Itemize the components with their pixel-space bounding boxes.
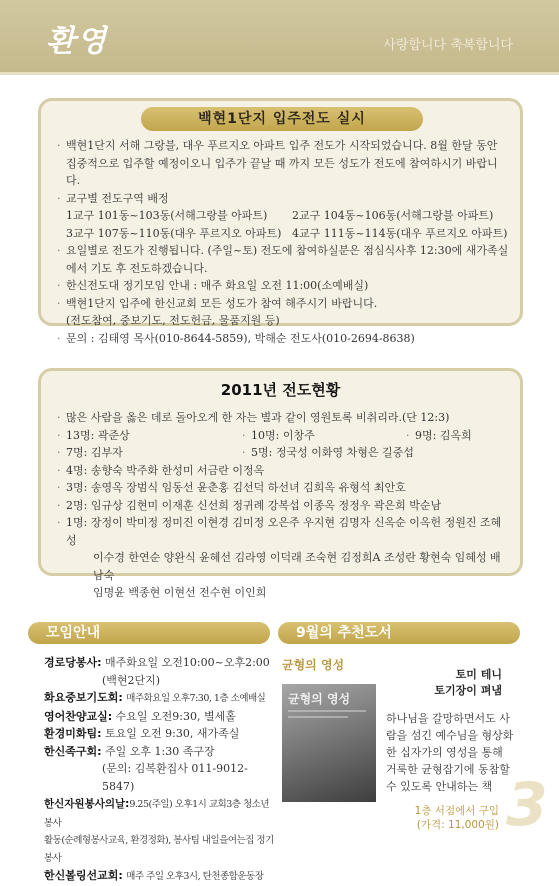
cover-line bbox=[288, 716, 348, 718]
meeting-item bbox=[44, 795, 280, 832]
status-line: · 1명: 장정이 박미정 정미진 이현경 김미정 오은주 우지현 김명자 신옥순 이옥헌 정원진 조혜성 bbox=[57, 514, 510, 549]
status-cell: · 5명: 정국성 이화영 차형은 길중섭 bbox=[242, 444, 414, 462]
status-line: · 2명: 임규상 김현미 이재훈 신선희 정귀례 강복섭 이종옥 정정우 곽은희 박순남 bbox=[57, 497, 510, 515]
meetings-list bbox=[44, 654, 280, 886]
meeting-name: 한신족구회: bbox=[44, 744, 102, 758]
status-cell: · 10명: 이창주 bbox=[242, 427, 406, 445]
zone-row bbox=[57, 207, 510, 225]
status-content bbox=[57, 409, 510, 602]
status-line: 임명윤 백종현 이현선 전수현 이인희 bbox=[93, 586, 267, 599]
meetings-heading: 모임안내 bbox=[28, 622, 270, 644]
mission-item: · 백현1단지 서해 그랑블, 대우 푸르지오 아파트 입주 전도가 시작되었습니다. 8월 한달 동안 집중적으로 입주할 예정이오니 입주가 끝날 때 까지 모든 성도가 전도에 참여하시기 바랍니다. bbox=[57, 137, 510, 190]
purchase-location: 1층 서점에서 구입 bbox=[414, 805, 499, 817]
meeting-name: 한신볼링선교회: bbox=[44, 869, 123, 882]
meeting-value: 9.25(주일) 오후1시 교회3층 청소년 봉사 bbox=[44, 799, 270, 829]
mission-notice-box bbox=[38, 98, 523, 345]
meeting-extra: 활동(순례형봉사교육, 환경정화), 봉사팀 내일을여는집 정기봉사 bbox=[44, 835, 274, 864]
zone-cell: 1교구 101동~103동(서해그랑블 아파트) bbox=[66, 209, 268, 222]
header-divider bbox=[0, 72, 559, 75]
book-title: 균형의 영성 bbox=[282, 658, 345, 672]
meeting-name: 영어찬양교실: bbox=[44, 709, 113, 723]
book-purchase bbox=[415, 804, 499, 832]
status-line: 이수경 한연순 양완식 윤혜선 김라영 이덕래 조숙현 김정희A 조성란 황현숙 임혜성 배남숙 bbox=[93, 551, 501, 582]
mission-item: · 교구별 전도구역 배정 bbox=[57, 190, 510, 208]
zone-cell: 4교구 111동~114동(대우 푸르지오 아파트) bbox=[292, 226, 508, 240]
book-cover-image bbox=[282, 684, 376, 802]
evangelism-status-box bbox=[38, 368, 523, 599]
cover-line bbox=[288, 710, 366, 712]
meeting-name: 화요중보기도회: bbox=[44, 691, 123, 704]
meeting-value: 매주 주일 오후3시, 탄천종합운동장 bbox=[126, 871, 264, 882]
meeting-item bbox=[44, 725, 280, 743]
meeting-name: 환경미화팀: bbox=[44, 727, 102, 740]
book-heading: 9월의 추천도서 bbox=[278, 622, 520, 644]
meeting-item bbox=[44, 708, 280, 726]
zone-cell: 3교구 107동~110동(대우 푸르지오 아파트) bbox=[66, 226, 282, 240]
meeting-name: 경로당봉사: bbox=[44, 656, 102, 669]
header-tagline: 사랑합니다 축복합니다 bbox=[383, 38, 513, 53]
meeting-extra: (백현2단지) bbox=[102, 673, 161, 687]
meeting-value: 매주화요일 오후7:30, 1층 소예배실 bbox=[126, 693, 266, 704]
book-publisher: 토기장이 펴냄 bbox=[434, 684, 502, 697]
meeting-item bbox=[44, 689, 280, 708]
mission-item: · 요일별로 전도가 진행됩니다. (주일~토) 전도에 참여하실분은 점심식사후 12:30에 새가족실에서 기도 후 전도하겠습니다. bbox=[57, 242, 510, 277]
mission-item: · 한신전도대 정기모임 안내 : 매주 화요일 오전 11:00(소예배실) bbox=[57, 277, 510, 295]
cover-title: 균형의 영성 bbox=[288, 692, 351, 706]
status-cell: · 13명: 곽준상 bbox=[57, 427, 242, 445]
mission-item: · 백현1단지 입주에 한신교회 모든 성도가 참여 해주시기 바랍니다. bbox=[57, 295, 510, 313]
meeting-value: 수요일 오전9:30, 별세홀 bbox=[115, 709, 236, 723]
status-line: · 4명: 송향숙 박주화 한성미 서금란 이정옥 bbox=[57, 462, 510, 480]
mission-content bbox=[57, 137, 510, 347]
meeting-extra: (문의: 김복환집사 011-9012-5847) bbox=[102, 762, 248, 793]
page-header bbox=[0, 0, 559, 72]
mission-support: (전도참여, 중보기도, 전도헌금, 물품지원 등) bbox=[66, 314, 280, 327]
status-row bbox=[57, 444, 510, 462]
status-cell: · 9명: 김옥희 bbox=[406, 427, 472, 445]
book-description: 하나님을 갈망하면서도 사람을 섬긴 예수님을 형상화한 십자가의 영성을 통해 거룩한 균형잡기에 동참할 수 있도록 안내하는 책 bbox=[386, 712, 514, 793]
mission-title: 백현1단지 입주전도 실시 bbox=[141, 107, 423, 131]
meeting-item bbox=[44, 867, 280, 886]
meeting-name: 한신자원봉사의날: bbox=[44, 798, 130, 810]
book-price: (가격: 11,000원) bbox=[416, 819, 499, 831]
zone-row bbox=[57, 225, 510, 243]
book-author: 토미 테니 bbox=[455, 668, 502, 681]
meeting-item bbox=[44, 743, 280, 761]
book-authors bbox=[434, 667, 502, 699]
meeting-value: 매주화요일 오전10:00~오후2:00 bbox=[105, 656, 270, 669]
meeting-value: 토요일 오전 9:30, 새가족실 bbox=[105, 727, 240, 740]
page-title: 환영 bbox=[46, 24, 108, 59]
status-row bbox=[57, 427, 510, 445]
meeting-value: 주일 오후 1:30 족구장 bbox=[105, 744, 215, 758]
status-cell: · 7명: 김부자 bbox=[57, 444, 242, 462]
status-verse: · 많은 사람을 옳은 데로 돌아오게 한 자는 별과 같이 영원토록 비취리라.(단 12:3) bbox=[57, 409, 510, 427]
zone-cell: 2교구 104동~106동(서해그랑블 아파트) bbox=[292, 209, 494, 222]
meeting-item bbox=[44, 654, 280, 672]
page-number: 3 bbox=[506, 770, 548, 840]
status-line: · 3명: 송영옥 장범식 임동선 윤춘홍 김선덕 하선녀 김희옥 유형석 최안호 bbox=[57, 479, 510, 497]
mission-contact: · 문의 : 김태영 목사(010-8644-5859), 박해순 전도사(010-2694-8638) bbox=[57, 330, 510, 348]
status-title: 2011년 전도현황 bbox=[220, 381, 341, 399]
